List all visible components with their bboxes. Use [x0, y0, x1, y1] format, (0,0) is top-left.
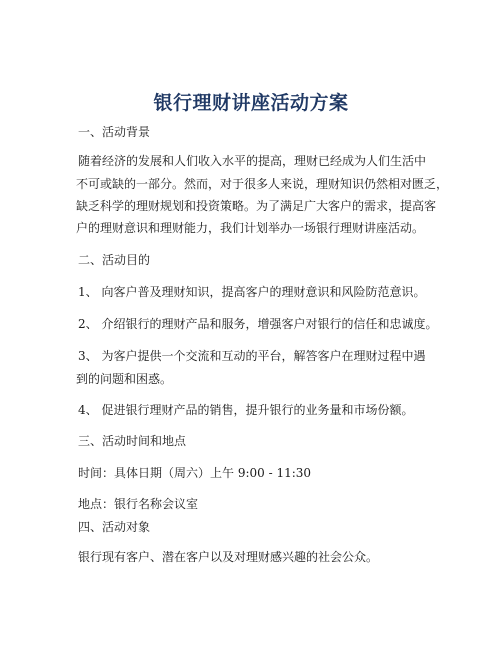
background-paragraph-line-2: 不可或缺的一部分。然而，对于很多人来说，理财知识仍然相对匮乏， — [76, 177, 449, 191]
purpose-item-4: 4、 促进银行理财产品的销售，提升银行的业务量和市场份额。 — [78, 403, 414, 417]
background-paragraph-line-4: 户的理财意识和理财能力，我们计划举办一场银行理财讲座活动。 — [76, 221, 425, 235]
background-paragraph-line-1: 随着经济的发展和人们收入水平的提高，理财已经成为人们生活中 — [78, 154, 427, 168]
background-paragraph-line-3: 缺乏科学的理财规划和投资策略。为了满足广大客户的需求，提高客 — [76, 199, 437, 213]
section-heading-audience: 四、活动对象 — [78, 520, 151, 534]
audience-text: 银行现有客户、潜在客户以及对理财感兴趣的社会公众。 — [78, 550, 379, 564]
event-place: 地点：银行名称会议室 — [78, 497, 199, 511]
event-time: 时间：具体日期（周六）上午 9:00 - 11:30 — [78, 466, 312, 480]
purpose-item-3: 3、 为客户提供一个交流和互动的平台，解答客户在理财过程中遇 — [78, 349, 426, 363]
purpose-item-1: 1、 向客户普及理财知识，提高客户的理财意识和风险防范意识。 — [78, 285, 426, 299]
section-heading-background: 一、活动背景 — [78, 125, 151, 139]
section-heading-purpose: 二、活动目的 — [78, 253, 151, 267]
purpose-item-2: 2、 介绍银行的理财产品和服务，增强客户对银行的信任和忠诚度。 — [78, 317, 438, 331]
section-heading-time-place: 三、活动时间和地点 — [78, 434, 187, 448]
purpose-item-3-continued: 到的问题和困惑。 — [76, 372, 173, 386]
document-title: 银行理财讲座活动方案 — [153, 92, 349, 114]
